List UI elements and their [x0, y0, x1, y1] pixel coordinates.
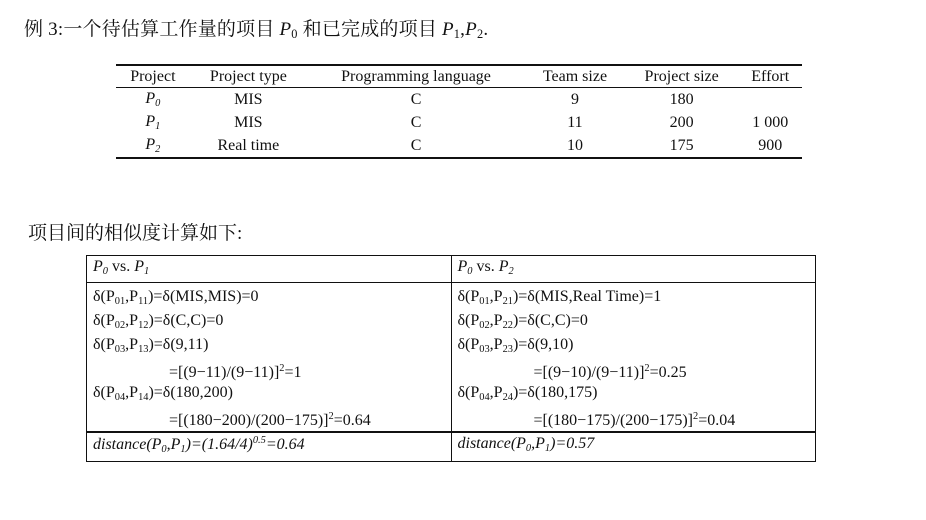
formula-pre: =[(9−10)/(9−11)]: [533, 364, 645, 381]
formula-pre: δ(P: [457, 312, 480, 329]
formula-pre: =[(9−11)/(9−11)]: [169, 364, 280, 381]
effort-cell: 900: [758, 136, 783, 154]
right-distance: [451, 432, 816, 462]
formula-post: )=δ(9,11): [148, 336, 209, 353]
formula-s2: 22: [502, 320, 513, 331]
formula-s1: 02: [479, 320, 490, 331]
formula-mid: ,P: [125, 312, 139, 329]
heading-p0-sub: 0: [291, 27, 298, 41]
distance-post: )=(1.64/4): [185, 436, 253, 453]
similarity-line: [458, 357, 810, 381]
formula-s2: 23: [502, 344, 513, 355]
heading-p1-sub: 1: [453, 27, 461, 41]
header-team-size: Team size: [525, 65, 625, 88]
distance-row: [87, 432, 816, 462]
formula-tail: =1: [284, 364, 302, 381]
example-heading: [24, 14, 488, 42]
formula-sup: 2: [328, 411, 334, 422]
formula-mid: ,P: [489, 336, 503, 353]
formula-s2: 24: [502, 392, 513, 403]
effort-cell: 1 000: [752, 113, 789, 131]
left-header-a-sub: 0: [102, 266, 108, 277]
distance-mid: ,P: [531, 435, 545, 452]
language-cell: C: [410, 136, 422, 154]
formula-post: )=δ(MIS,MIS)=0: [148, 288, 259, 305]
formula-mid: ,P: [489, 312, 503, 329]
formula-pre: δ(P: [457, 384, 480, 401]
similarity-line: [458, 285, 810, 309]
distance-pre: distance(P: [93, 436, 162, 453]
project-name-sub: 2: [155, 144, 161, 155]
header-project-type: Project type: [190, 65, 307, 88]
header-effort: Effort: [738, 65, 802, 88]
distance-s1: 0: [525, 443, 532, 454]
left-header-a: P: [93, 258, 103, 275]
project-name: P: [145, 113, 156, 130]
similarity-section-label: 项目间的相似度计算如下:: [28, 223, 243, 244]
heading-suffix: .: [483, 19, 489, 40]
formula-mid: ,P: [125, 384, 139, 401]
formula-tail: =0.25: [649, 364, 687, 381]
right-header-b-sub: 2: [508, 266, 514, 277]
formula-pre: δ(P: [93, 384, 115, 401]
heading-p2: P: [465, 19, 477, 40]
similarity-body-row: [87, 283, 816, 433]
project-size-cell: 180: [669, 90, 694, 108]
left-header-vs: vs.: [107, 258, 135, 275]
formula-s1: 04: [114, 392, 126, 403]
table-row: [116, 134, 802, 158]
distance-s2: 1: [544, 443, 551, 454]
right-header-b: P: [498, 258, 509, 275]
project-table-header-row: [116, 65, 802, 88]
heading-comma: ,: [460, 19, 466, 40]
right-header-a-sub: 0: [467, 266, 473, 277]
similarity-line: [93, 405, 445, 429]
formula-s2: 12: [138, 320, 149, 331]
formula-post: )=δ(9,10): [512, 336, 574, 353]
project-type-cell: Real time: [217, 136, 280, 154]
team-size-cell: 10: [566, 136, 583, 154]
similarity-line: [458, 405, 810, 429]
similarity-line: [93, 333, 445, 357]
formula-pre: =[(180−200)/(200−175)]: [169, 412, 329, 429]
project-size-cell: 200: [669, 113, 694, 131]
formula-s2: 14: [138, 392, 149, 403]
formula-mid: ,P: [489, 288, 503, 305]
formula-s1: 04: [479, 392, 490, 403]
right-header-a: P: [457, 258, 468, 275]
formula-sup: 2: [692, 411, 699, 422]
project-name-cell: [116, 134, 190, 158]
distance-tail: =0.64: [265, 436, 305, 453]
formula-s1: 01: [114, 296, 126, 307]
formula-pre: δ(P: [93, 336, 115, 353]
heading-p2-sub: 2: [476, 27, 484, 41]
formula-pre: δ(P: [457, 288, 480, 305]
formula-tail: =0.04: [698, 412, 736, 429]
similarity-line: [93, 285, 445, 309]
similarity-line: [458, 309, 810, 333]
formula-s2: 11: [138, 296, 149, 307]
distance-s2: 1: [180, 444, 186, 455]
formula-pre: δ(P: [93, 312, 115, 329]
formula-post: )=δ(MIS,Real Time)=1: [512, 288, 662, 305]
distance-mid: ,P: [166, 436, 181, 453]
team-size-cell: 9: [570, 90, 579, 108]
table-row: [116, 111, 802, 134]
distance-pre: distance(P: [457, 435, 526, 452]
left-distance: [87, 432, 452, 462]
right-header-vs: vs.: [472, 258, 499, 275]
right-similarity-lines: [451, 283, 816, 433]
formula-s2: 13: [138, 344, 149, 355]
left-header-b-sub: 1: [144, 266, 150, 277]
project-name-cell: [116, 111, 190, 134]
left-header-b: P: [134, 258, 144, 275]
formula-s2: 21: [502, 296, 513, 307]
header-programming-language: Programming language: [307, 65, 525, 88]
formula-pre: =[(180−175)/(200−175)]: [533, 412, 693, 429]
formula-s1: 03: [479, 344, 490, 355]
heading-prefix: 例 3:一个待估算工作量的项目: [24, 19, 280, 40]
left-column-header: [87, 256, 452, 283]
formula-post: )=δ(C,C)=0: [512, 312, 588, 329]
effort-cell: [738, 88, 802, 112]
project-table: [116, 64, 802, 159]
project-name: P: [145, 136, 156, 153]
formula-sup: 2: [279, 363, 285, 374]
formula-post: )=δ(180,200): [148, 384, 233, 401]
similarity-line: [458, 381, 810, 405]
header-project: Project: [116, 65, 190, 88]
similarity-line: [93, 357, 445, 381]
distance-s1: 0: [161, 444, 167, 455]
formula-post: )=δ(C,C)=0: [148, 312, 224, 329]
similarity-line: [458, 333, 810, 357]
formula-mid: ,P: [125, 288, 139, 305]
project-name: P: [145, 90, 156, 107]
formula-mid: ,P: [125, 336, 139, 353]
formula-pre: δ(P: [93, 288, 115, 305]
formula-post: )=δ(180,175): [512, 384, 598, 401]
distance-sup: 0.5: [252, 435, 266, 446]
language-cell: C: [410, 90, 422, 108]
right-column-header: [451, 256, 816, 283]
project-name-sub: 1: [155, 121, 161, 132]
formula-pre: δ(P: [457, 336, 480, 353]
heading-middle: 和已完成的项目: [297, 19, 442, 40]
similarity-header-row: [87, 256, 816, 283]
project-type-cell: MIS: [234, 113, 263, 131]
heading-p0: P: [279, 19, 292, 40]
project-name-cell: [116, 88, 190, 112]
header-project-size: Project size: [625, 65, 739, 88]
formula-s1: 02: [114, 320, 126, 331]
table-row: [116, 88, 802, 112]
language-cell: C: [410, 113, 422, 131]
left-similarity-lines: [87, 283, 452, 433]
similarity-line: [93, 381, 445, 405]
similarity-line: [93, 309, 445, 333]
project-name-sub: 0: [155, 98, 161, 109]
formula-mid: ,P: [489, 384, 503, 401]
project-type-cell: MIS: [234, 90, 263, 108]
formula-s1: 03: [114, 344, 126, 355]
formula-s1: 01: [479, 296, 490, 307]
formula-tail: =0.64: [333, 412, 371, 429]
distance-post: )=0.57: [550, 435, 595, 452]
formula-sup: 2: [644, 363, 650, 374]
heading-p1: P: [441, 19, 454, 40]
similarity-table: [86, 255, 816, 462]
team-size-cell: 11: [567, 113, 583, 131]
project-size-cell: 175: [669, 136, 694, 154]
